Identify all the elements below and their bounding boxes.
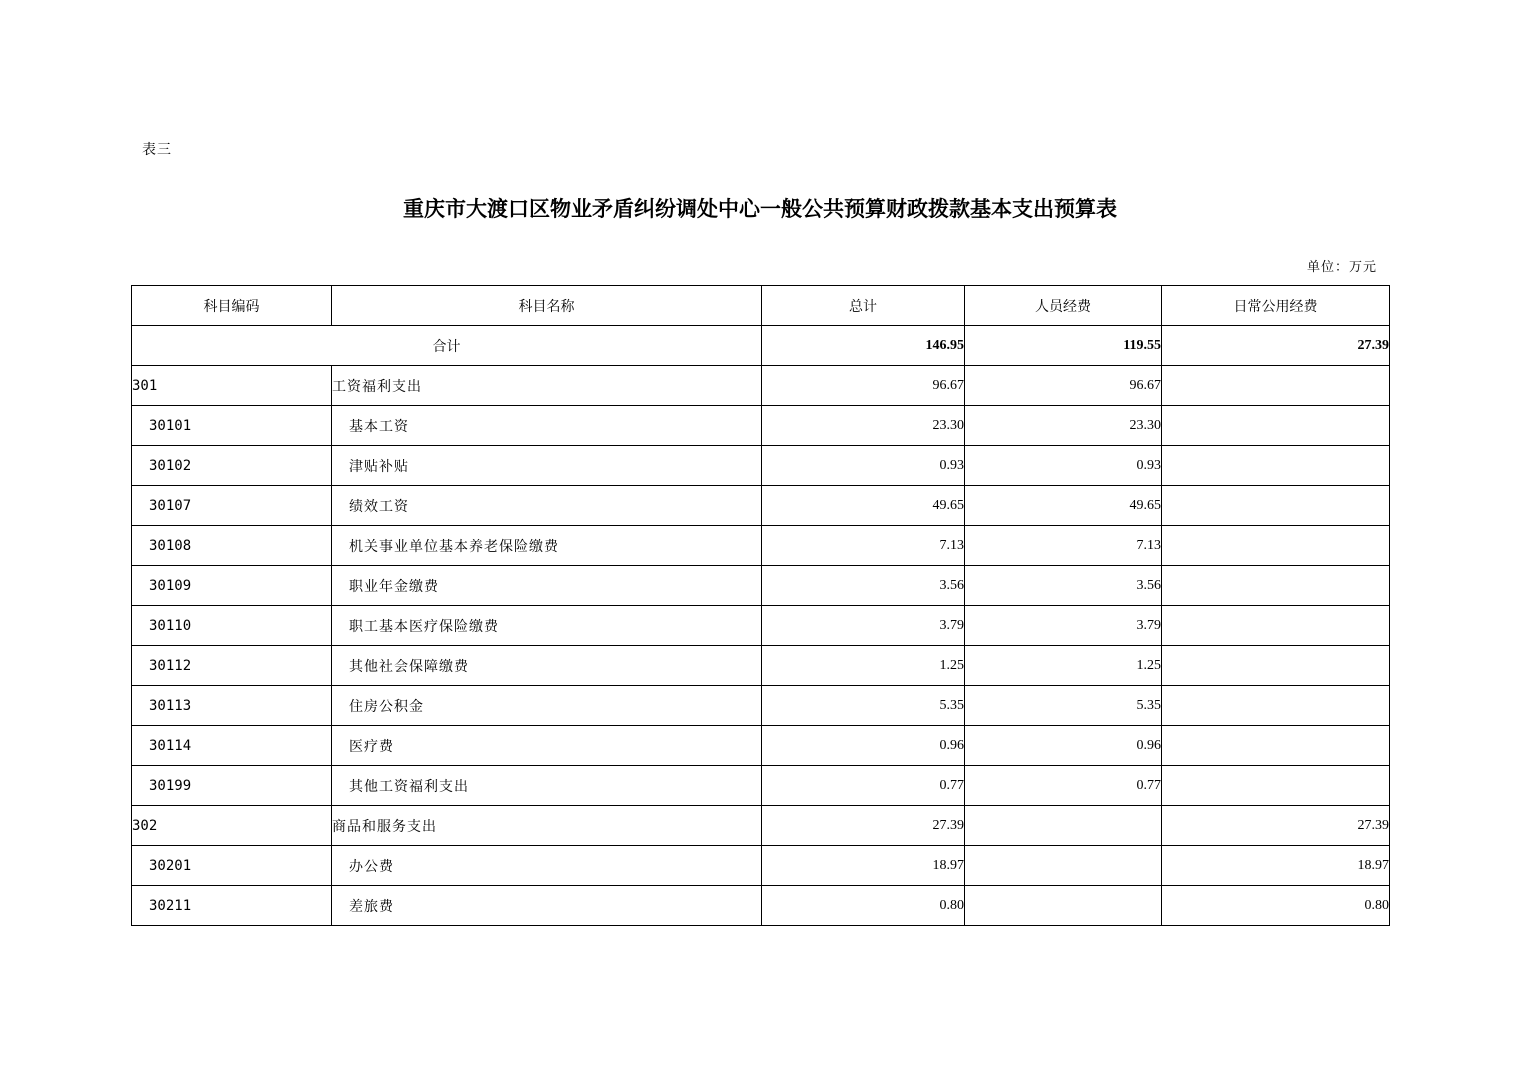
document-title: 重庆市大渡口区物业矛盾纠纷调处中心一般公共预算财政拨款基本支出预算表 bbox=[403, 196, 1117, 221]
header-public: 日常公用经费 bbox=[1162, 286, 1390, 326]
row-total: 49.65 bbox=[762, 486, 965, 526]
row-personnel bbox=[965, 846, 1162, 886]
row-name: 机关事业单位基本养老保险缴费 bbox=[332, 526, 762, 566]
table-row bbox=[132, 846, 1390, 886]
row-personnel: 5.35 bbox=[965, 686, 1162, 726]
row-code: 30107 bbox=[132, 486, 332, 526]
row-public bbox=[1162, 366, 1390, 406]
header-row bbox=[132, 286, 1390, 326]
total-label: 合计 bbox=[132, 326, 762, 366]
row-personnel: 0.96 bbox=[965, 726, 1162, 766]
row-total: 27.39 bbox=[762, 806, 965, 846]
row-public: 27.39 bbox=[1162, 806, 1390, 846]
row-code: 30199 bbox=[132, 766, 332, 806]
table-row bbox=[132, 606, 1390, 646]
row-name: 办公费 bbox=[332, 846, 762, 886]
row-personnel bbox=[965, 806, 1162, 846]
table-row bbox=[132, 406, 1390, 446]
row-total: 3.56 bbox=[762, 566, 965, 606]
row-code: 30110 bbox=[132, 606, 332, 646]
row-total: 1.25 bbox=[762, 646, 965, 686]
row-code: 30113 bbox=[132, 686, 332, 726]
row-total: 18.97 bbox=[762, 846, 965, 886]
row-code: 302 bbox=[132, 806, 332, 846]
row-total: 23.30 bbox=[762, 406, 965, 446]
table-row bbox=[132, 366, 1390, 406]
row-public bbox=[1162, 526, 1390, 566]
row-personnel: 7.13 bbox=[965, 526, 1162, 566]
row-total: 0.80 bbox=[762, 886, 965, 926]
row-total: 0.77 bbox=[762, 766, 965, 806]
row-personnel: 3.56 bbox=[965, 566, 1162, 606]
row-name: 其他社会保障缴费 bbox=[332, 646, 762, 686]
row-code: 30102 bbox=[132, 446, 332, 486]
row-total: 0.93 bbox=[762, 446, 965, 486]
row-name: 工资福利支出 bbox=[332, 366, 762, 406]
row-name: 医疗费 bbox=[332, 726, 762, 766]
row-public bbox=[1162, 406, 1390, 446]
row-personnel: 0.93 bbox=[965, 446, 1162, 486]
budget-table bbox=[131, 285, 1390, 926]
header-code: 科目编码 bbox=[132, 286, 332, 326]
row-code: 301 bbox=[132, 366, 332, 406]
total-row bbox=[132, 326, 1390, 366]
row-public bbox=[1162, 486, 1390, 526]
row-public bbox=[1162, 566, 1390, 606]
table-row bbox=[132, 806, 1390, 846]
row-code: 30112 bbox=[132, 646, 332, 686]
row-code: 30201 bbox=[132, 846, 332, 886]
header-personnel: 人员经费 bbox=[965, 286, 1162, 326]
row-public bbox=[1162, 726, 1390, 766]
row-public: 0.80 bbox=[1162, 886, 1390, 926]
row-total: 0.96 bbox=[762, 726, 965, 766]
row-public bbox=[1162, 646, 1390, 686]
row-public bbox=[1162, 606, 1390, 646]
row-code: 30114 bbox=[132, 726, 332, 766]
row-code: 30101 bbox=[132, 406, 332, 446]
unit-label: 单位：万元 bbox=[1306, 259, 1377, 274]
total-total: 146.95 bbox=[762, 326, 965, 366]
header-total: 总计 bbox=[762, 286, 965, 326]
row-personnel: 1.25 bbox=[965, 646, 1162, 686]
row-personnel: 0.77 bbox=[965, 766, 1162, 806]
row-name: 商品和服务支出 bbox=[332, 806, 762, 846]
row-total: 3.79 bbox=[762, 606, 965, 646]
row-personnel: 96.67 bbox=[965, 366, 1162, 406]
row-name: 职业年金缴费 bbox=[332, 566, 762, 606]
total-public: 27.39 bbox=[1162, 326, 1390, 366]
table-row bbox=[132, 566, 1390, 606]
row-name: 基本工资 bbox=[332, 406, 762, 446]
row-code: 30109 bbox=[132, 566, 332, 606]
row-personnel: 3.79 bbox=[965, 606, 1162, 646]
row-public bbox=[1162, 766, 1390, 806]
row-code: 30108 bbox=[132, 526, 332, 566]
table-row bbox=[132, 526, 1390, 566]
row-public bbox=[1162, 686, 1390, 726]
table-row bbox=[132, 486, 1390, 526]
table-label: 表三 bbox=[142, 143, 172, 158]
row-total: 96.67 bbox=[762, 366, 965, 406]
table-row bbox=[132, 766, 1390, 806]
table-row bbox=[132, 646, 1390, 686]
header-name: 科目名称 bbox=[332, 286, 762, 326]
row-code: 30211 bbox=[132, 886, 332, 926]
row-name: 住房公积金 bbox=[332, 686, 762, 726]
table-row bbox=[132, 886, 1390, 926]
row-name: 津贴补贴 bbox=[332, 446, 762, 486]
table-row bbox=[132, 686, 1390, 726]
total-personnel: 119.55 bbox=[965, 326, 1162, 366]
row-public bbox=[1162, 446, 1390, 486]
row-personnel: 49.65 bbox=[965, 486, 1162, 526]
row-name: 职工基本医疗保险缴费 bbox=[332, 606, 762, 646]
row-total: 5.35 bbox=[762, 686, 965, 726]
row-public: 18.97 bbox=[1162, 846, 1390, 886]
row-name: 绩效工资 bbox=[332, 486, 762, 526]
table-row bbox=[132, 446, 1390, 486]
row-name: 其他工资福利支出 bbox=[332, 766, 762, 806]
row-personnel bbox=[965, 886, 1162, 926]
table-row bbox=[132, 726, 1390, 766]
row-name: 差旅费 bbox=[332, 886, 762, 926]
row-personnel: 23.30 bbox=[965, 406, 1162, 446]
row-total: 7.13 bbox=[762, 526, 965, 566]
